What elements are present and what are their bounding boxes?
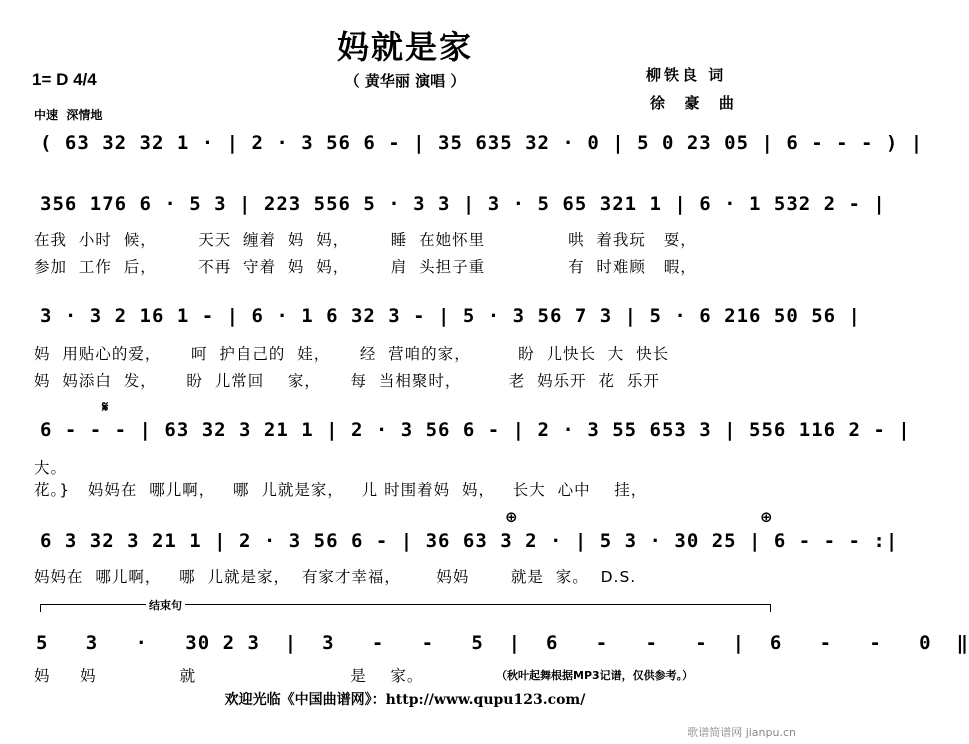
coda-sign-1: ⊕ <box>505 508 518 526</box>
score-row-1-notes: ( 63 32 32 1 · | 2 · 3 56 6 - | 35 635 32 · 0 | 5 0 23 05 | 6 - - - ) | <box>40 132 924 154</box>
coda-sign-2: ⊕ <box>760 508 773 526</box>
score-row-2-lyric-verse-1: 在我 小时 候， 天天 缠着 妈 妈， 睡 在她怀里 哄 着我玩 耍， <box>34 231 697 249</box>
ending-label: 结束句 <box>146 597 185 613</box>
score-row-3-lyric-verse-2: 妈 妈添白 发， 盼 儿常回 家， 每 当相聚时， 老 妈乐开 花 乐开 <box>34 372 660 390</box>
score-row-3-notes: 3 · 3 2 16 1 - | 6 · 1 6 32 3 - | 5 · 3 56 7 3 | 5 · 6 216 50 56 | <box>40 305 861 327</box>
score-row-2-lyric-verse-2: 参加 工作 后， 不再 守着 妈 妈， 肩 头担子重 有 时难顾 暇， <box>34 258 697 276</box>
score-row-4-lyric-line-2: 花。} 妈妈在 哪儿啊， 哪 儿就是家， 儿 时围着妈 妈， 长大 心中 挂， <box>34 481 648 499</box>
score-row-5-notes: 6 3 32 3 21 1 | 2 · 3 56 6 - | 36 63 3 2 · | 5 3 · 30 25 | 6 - - - :| <box>40 530 899 552</box>
score-row-2-notes: 356 176 6 · 5 3 | 223 556 5 · 3 3 | 3 · 5 65 321 1 | 6 · 1 532 2 - | <box>40 193 886 215</box>
watermark-text: 歌谱简谱网 jianpu.cn <box>687 726 796 739</box>
performer-subtitle: （ 黄华丽 演唱 ） <box>344 72 466 90</box>
lyricist-credit: 柳铁良 词 <box>646 66 727 84</box>
tempo-marking: 中速 深情地 <box>34 108 103 122</box>
ending-bracket-tick-left <box>40 604 41 612</box>
ending-bracket-tick-right <box>770 604 771 612</box>
score-row-6-notes: 5 3 · 30 2 3 | 3 - - 5 | 6 - - - | 6 - - 0 ‖ <box>36 632 969 654</box>
score-row-5-lyric: 妈妈在 哪儿啊， 哪 儿就是家， 有家才幸福， 妈妈 就是 家。 D.S. <box>34 568 637 586</box>
transcription-note: （秋叶起舞根据MP3记谱，仅供参考。） <box>496 669 694 682</box>
song-title: 妈就是家 <box>336 28 473 66</box>
score-row-3-lyric-verse-1: 妈 用贴心的爱， 呵 护自己的 娃， 经 营咱的家， 盼 儿快长 大 快长 <box>34 345 670 363</box>
key-signature: 1= D 4/4 <box>32 70 97 89</box>
site-footer[interactable]: 欢迎光临《中国曲谱网》：http://www.qupu123.com/ <box>224 692 586 708</box>
segno-sign: 𝄋 <box>102 398 109 416</box>
score-row-4-notes: 6 - - - | 63 32 3 21 1 | 2 · 3 56 6 - | 2 · 3 55 653 3 | 556 116 2 - | <box>40 419 911 441</box>
composer-credit: 徐 豪 曲 <box>650 94 737 112</box>
score-row-6-lyric: 妈 妈 就 是 家。 <box>34 667 424 685</box>
score-row-4-lyric-line-1: 大。 <box>34 459 68 477</box>
